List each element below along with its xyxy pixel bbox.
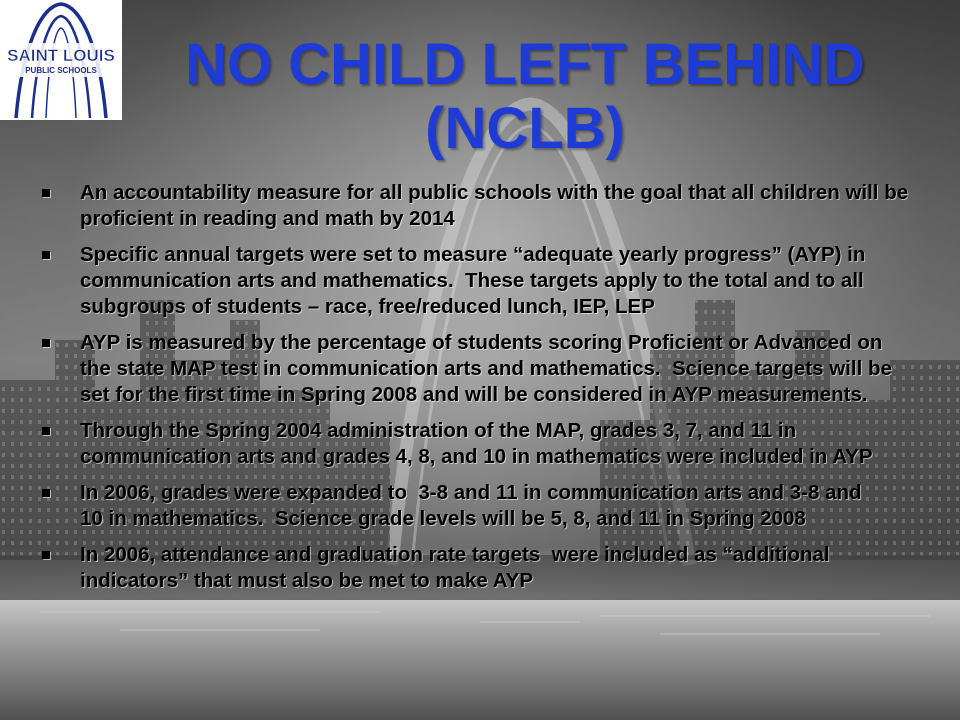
square-bullet-icon	[42, 551, 50, 559]
bullet-item-annual-targets	[40, 242, 920, 320]
bullet-line: proficient in reading and math by 2014	[80, 207, 455, 230]
bullet-item-ayp-measure	[40, 330, 920, 408]
square-bullet-icon	[42, 427, 50, 435]
bullet-line: An accountability measure for all public schools with the goal that all children will be	[80, 181, 909, 204]
bullet-line: communication arts and mathematics. These targets apply to the total and to all	[80, 269, 864, 292]
slide-title	[130, 33, 920, 161]
slide-title-line1: NO CHILD LEFT BEHIND	[185, 32, 865, 97]
bullet-line: AYP is measured by the percentage of students scoring Proficient or Advanced on	[80, 331, 883, 354]
slide-title-line2: (NCLB)	[425, 96, 625, 161]
bullet-line: Specific annual targets were set to measure “adequate yearly progress” (AYP) in	[80, 243, 866, 266]
square-bullet-icon	[42, 489, 50, 497]
bullet-list	[40, 180, 920, 604]
square-bullet-icon	[42, 339, 50, 347]
saint-louis-public-schools-logo	[0, 0, 122, 120]
bullet-line: indicators” that must also be met to make AYP	[80, 569, 534, 592]
square-bullet-icon	[42, 189, 50, 197]
logo-text-line2: PUBLIC SCHOOLS	[25, 66, 97, 75]
bullet-item-accountability	[40, 180, 920, 232]
bullet-line: In 2006, grades were expanded to 3-8 and 11 in communication arts and 3-8 and	[80, 481, 862, 504]
bullet-line: In 2006, attendance and graduation rate targets were included as “additional	[80, 543, 830, 566]
bullet-line: the state MAP test in communication arts and mathematics. Science targets will be	[80, 357, 892, 380]
square-bullet-icon	[42, 251, 50, 259]
bullet-line: communication arts and grades 4, 8, and 10 in mathematics were included in AYP	[80, 445, 873, 468]
bullet-item-2006-attendance	[40, 542, 920, 594]
bullet-item-2006-grades	[40, 480, 920, 532]
logo-text-line1: SAINT LOUIS	[7, 46, 115, 65]
bullet-item-spring-2004	[40, 418, 920, 470]
bullet-line: set for the first time in Spring 2008 and will be considered in AYP measurements.	[80, 383, 868, 406]
bullet-line: 10 in mathematics. Science grade levels will be 5, 8, and 11 in Spring 2008	[80, 507, 806, 530]
bullet-line: Through the Spring 2004 administration of the MAP, grades 3, 7, and 11 in	[80, 419, 797, 442]
river-reflection	[0, 600, 960, 720]
bullet-line: subgroups of students – race, free/reduced lunch, IEP, LEP	[80, 295, 655, 318]
